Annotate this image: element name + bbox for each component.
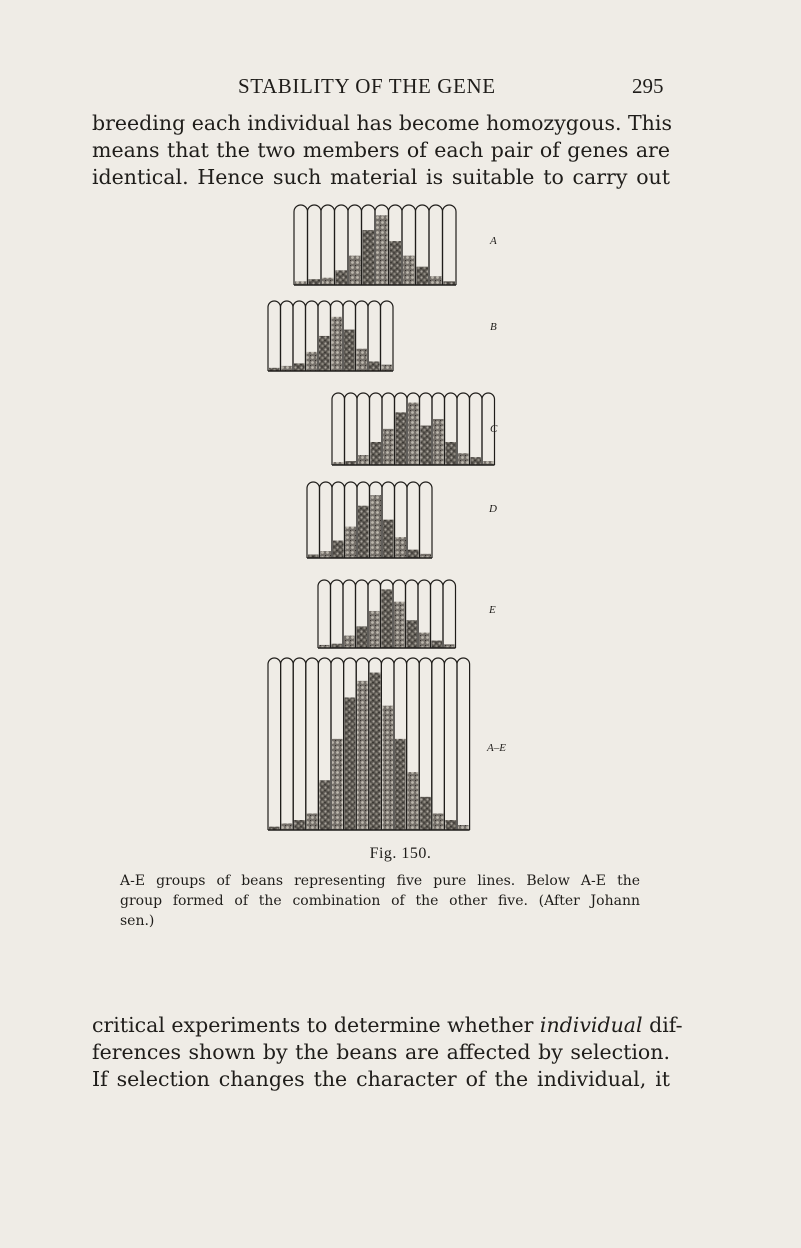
tube bbox=[320, 482, 333, 558]
bean-stack bbox=[432, 641, 443, 648]
bean-stack bbox=[446, 442, 457, 465]
bean-stack bbox=[370, 673, 381, 830]
text-line: ferences shown by the beans are affected by selection. bbox=[92, 1040, 670, 1064]
tube bbox=[268, 301, 281, 371]
bean-stack bbox=[294, 363, 305, 371]
bean-stack bbox=[417, 267, 429, 285]
bean-stack bbox=[382, 589, 393, 648]
tube bbox=[308, 205, 322, 285]
text-line: breeding each individual has become homozygous. This bbox=[92, 111, 672, 135]
bean-row bbox=[268, 658, 470, 830]
tube bbox=[457, 658, 470, 830]
tube bbox=[307, 482, 320, 558]
tube bbox=[407, 482, 420, 558]
bean-stack bbox=[333, 541, 344, 558]
bean-stack bbox=[408, 772, 419, 830]
tube bbox=[293, 301, 306, 371]
text-line: identical. Hence such material is suitable to carry out bbox=[92, 165, 670, 189]
bean-stack bbox=[382, 706, 393, 830]
row-label-c: C bbox=[490, 423, 498, 435]
running-head bbox=[0, 74, 801, 98]
bean-stack bbox=[382, 365, 393, 371]
bean-stack bbox=[396, 412, 407, 465]
bean-stack bbox=[394, 602, 405, 648]
bean-stack bbox=[349, 256, 361, 285]
bean-stack bbox=[403, 256, 415, 285]
bean-stack bbox=[345, 697, 356, 830]
bean-stack bbox=[383, 520, 394, 558]
bean-stack bbox=[358, 455, 369, 465]
bean-row bbox=[268, 301, 393, 371]
bean-stack bbox=[357, 349, 368, 371]
caption-line: group formed of the combination of the other five. (After Johann bbox=[120, 893, 640, 909]
tube bbox=[444, 658, 457, 830]
text-fragment: dif- bbox=[642, 1013, 683, 1037]
bean-stack bbox=[307, 352, 318, 371]
tube bbox=[470, 393, 483, 465]
bean-stack bbox=[357, 626, 368, 648]
bean-stack bbox=[319, 336, 330, 371]
tube bbox=[429, 205, 443, 285]
bean-stack bbox=[407, 620, 418, 648]
bean-stack bbox=[395, 739, 406, 830]
bean-row bbox=[307, 482, 432, 558]
tube bbox=[268, 658, 281, 830]
bean-stack bbox=[408, 403, 419, 465]
bean-stack bbox=[319, 780, 330, 830]
bean-stack bbox=[396, 537, 407, 558]
text-fragment: critical experiments to determine whether bbox=[92, 1013, 540, 1037]
tube bbox=[357, 393, 370, 465]
figure-caption bbox=[120, 871, 640, 931]
text-line: means that the two members of each pair of genes are bbox=[92, 138, 670, 162]
bean-stack bbox=[430, 276, 442, 285]
tube bbox=[443, 580, 456, 648]
bean-stack bbox=[433, 419, 444, 465]
bean-stack bbox=[321, 551, 332, 558]
bean-stack bbox=[369, 361, 380, 371]
bean-stack bbox=[282, 823, 293, 830]
bean-stack bbox=[471, 457, 482, 465]
bean-stack bbox=[383, 429, 394, 465]
tube bbox=[281, 658, 294, 830]
tube bbox=[281, 301, 294, 371]
caption-line: A-E groups of beans representing five pure lines. Below A-E the bbox=[120, 873, 640, 889]
figure-number: Fig. 150. bbox=[369, 845, 432, 862]
tube bbox=[443, 205, 457, 285]
tube bbox=[431, 580, 444, 648]
bean-stack bbox=[358, 506, 369, 558]
tube bbox=[318, 580, 331, 648]
row-label-a: A bbox=[490, 235, 497, 247]
bean-stack bbox=[336, 270, 348, 285]
tube bbox=[306, 658, 319, 830]
bean-stack bbox=[332, 317, 343, 371]
bean-stack bbox=[363, 230, 375, 285]
paragraph-bottom bbox=[92, 1012, 683, 1093]
bean-stack bbox=[322, 278, 334, 285]
bean-stack bbox=[419, 633, 430, 648]
bean-stack bbox=[369, 611, 380, 648]
bean-stack bbox=[332, 739, 343, 830]
bean-stack bbox=[433, 813, 444, 830]
tube bbox=[432, 658, 445, 830]
bean-stack bbox=[420, 797, 431, 830]
tube bbox=[420, 482, 433, 558]
bean-stack bbox=[445, 820, 456, 830]
tube bbox=[381, 301, 394, 371]
text-line bbox=[92, 1012, 683, 1039]
tube bbox=[293, 658, 306, 830]
caption-line: sen.) bbox=[120, 913, 155, 929]
bean-stack bbox=[376, 215, 388, 285]
row-label-e: E bbox=[489, 604, 496, 616]
bean-stack bbox=[421, 426, 432, 465]
bean-stack bbox=[346, 527, 357, 558]
tube bbox=[331, 580, 344, 648]
bean-pure-lines-figure bbox=[0, 200, 801, 840]
bean-stack bbox=[390, 241, 402, 285]
paragraph-top bbox=[92, 110, 670, 191]
bean-stack bbox=[357, 681, 368, 830]
bean-stack bbox=[371, 442, 382, 465]
tube bbox=[345, 393, 358, 465]
bean-stack bbox=[344, 636, 355, 648]
emphasis-individual: individual bbox=[539, 1013, 643, 1037]
bean-stack bbox=[458, 453, 469, 465]
bean-stack bbox=[371, 495, 382, 558]
row-label-d: D bbox=[489, 503, 497, 515]
bean-row bbox=[332, 393, 498, 465]
row-label-a-e: A–E bbox=[487, 742, 506, 754]
tube bbox=[294, 205, 308, 285]
tube bbox=[332, 393, 345, 465]
tube bbox=[321, 205, 335, 285]
bean-row bbox=[318, 580, 456, 648]
bean-stack bbox=[344, 330, 355, 371]
row-label-b: B bbox=[490, 321, 497, 333]
bean-stack bbox=[307, 813, 318, 830]
bean-stack bbox=[408, 550, 419, 558]
running-head-title: STABILITY OF THE GENE bbox=[238, 74, 496, 98]
page-number: 295 bbox=[632, 74, 664, 98]
text-line: If selection changes the character of the individual, it bbox=[92, 1067, 670, 1091]
bean-row bbox=[294, 205, 456, 285]
tube bbox=[368, 301, 381, 371]
bean-stack bbox=[294, 820, 305, 830]
bean-stack bbox=[309, 279, 321, 285]
